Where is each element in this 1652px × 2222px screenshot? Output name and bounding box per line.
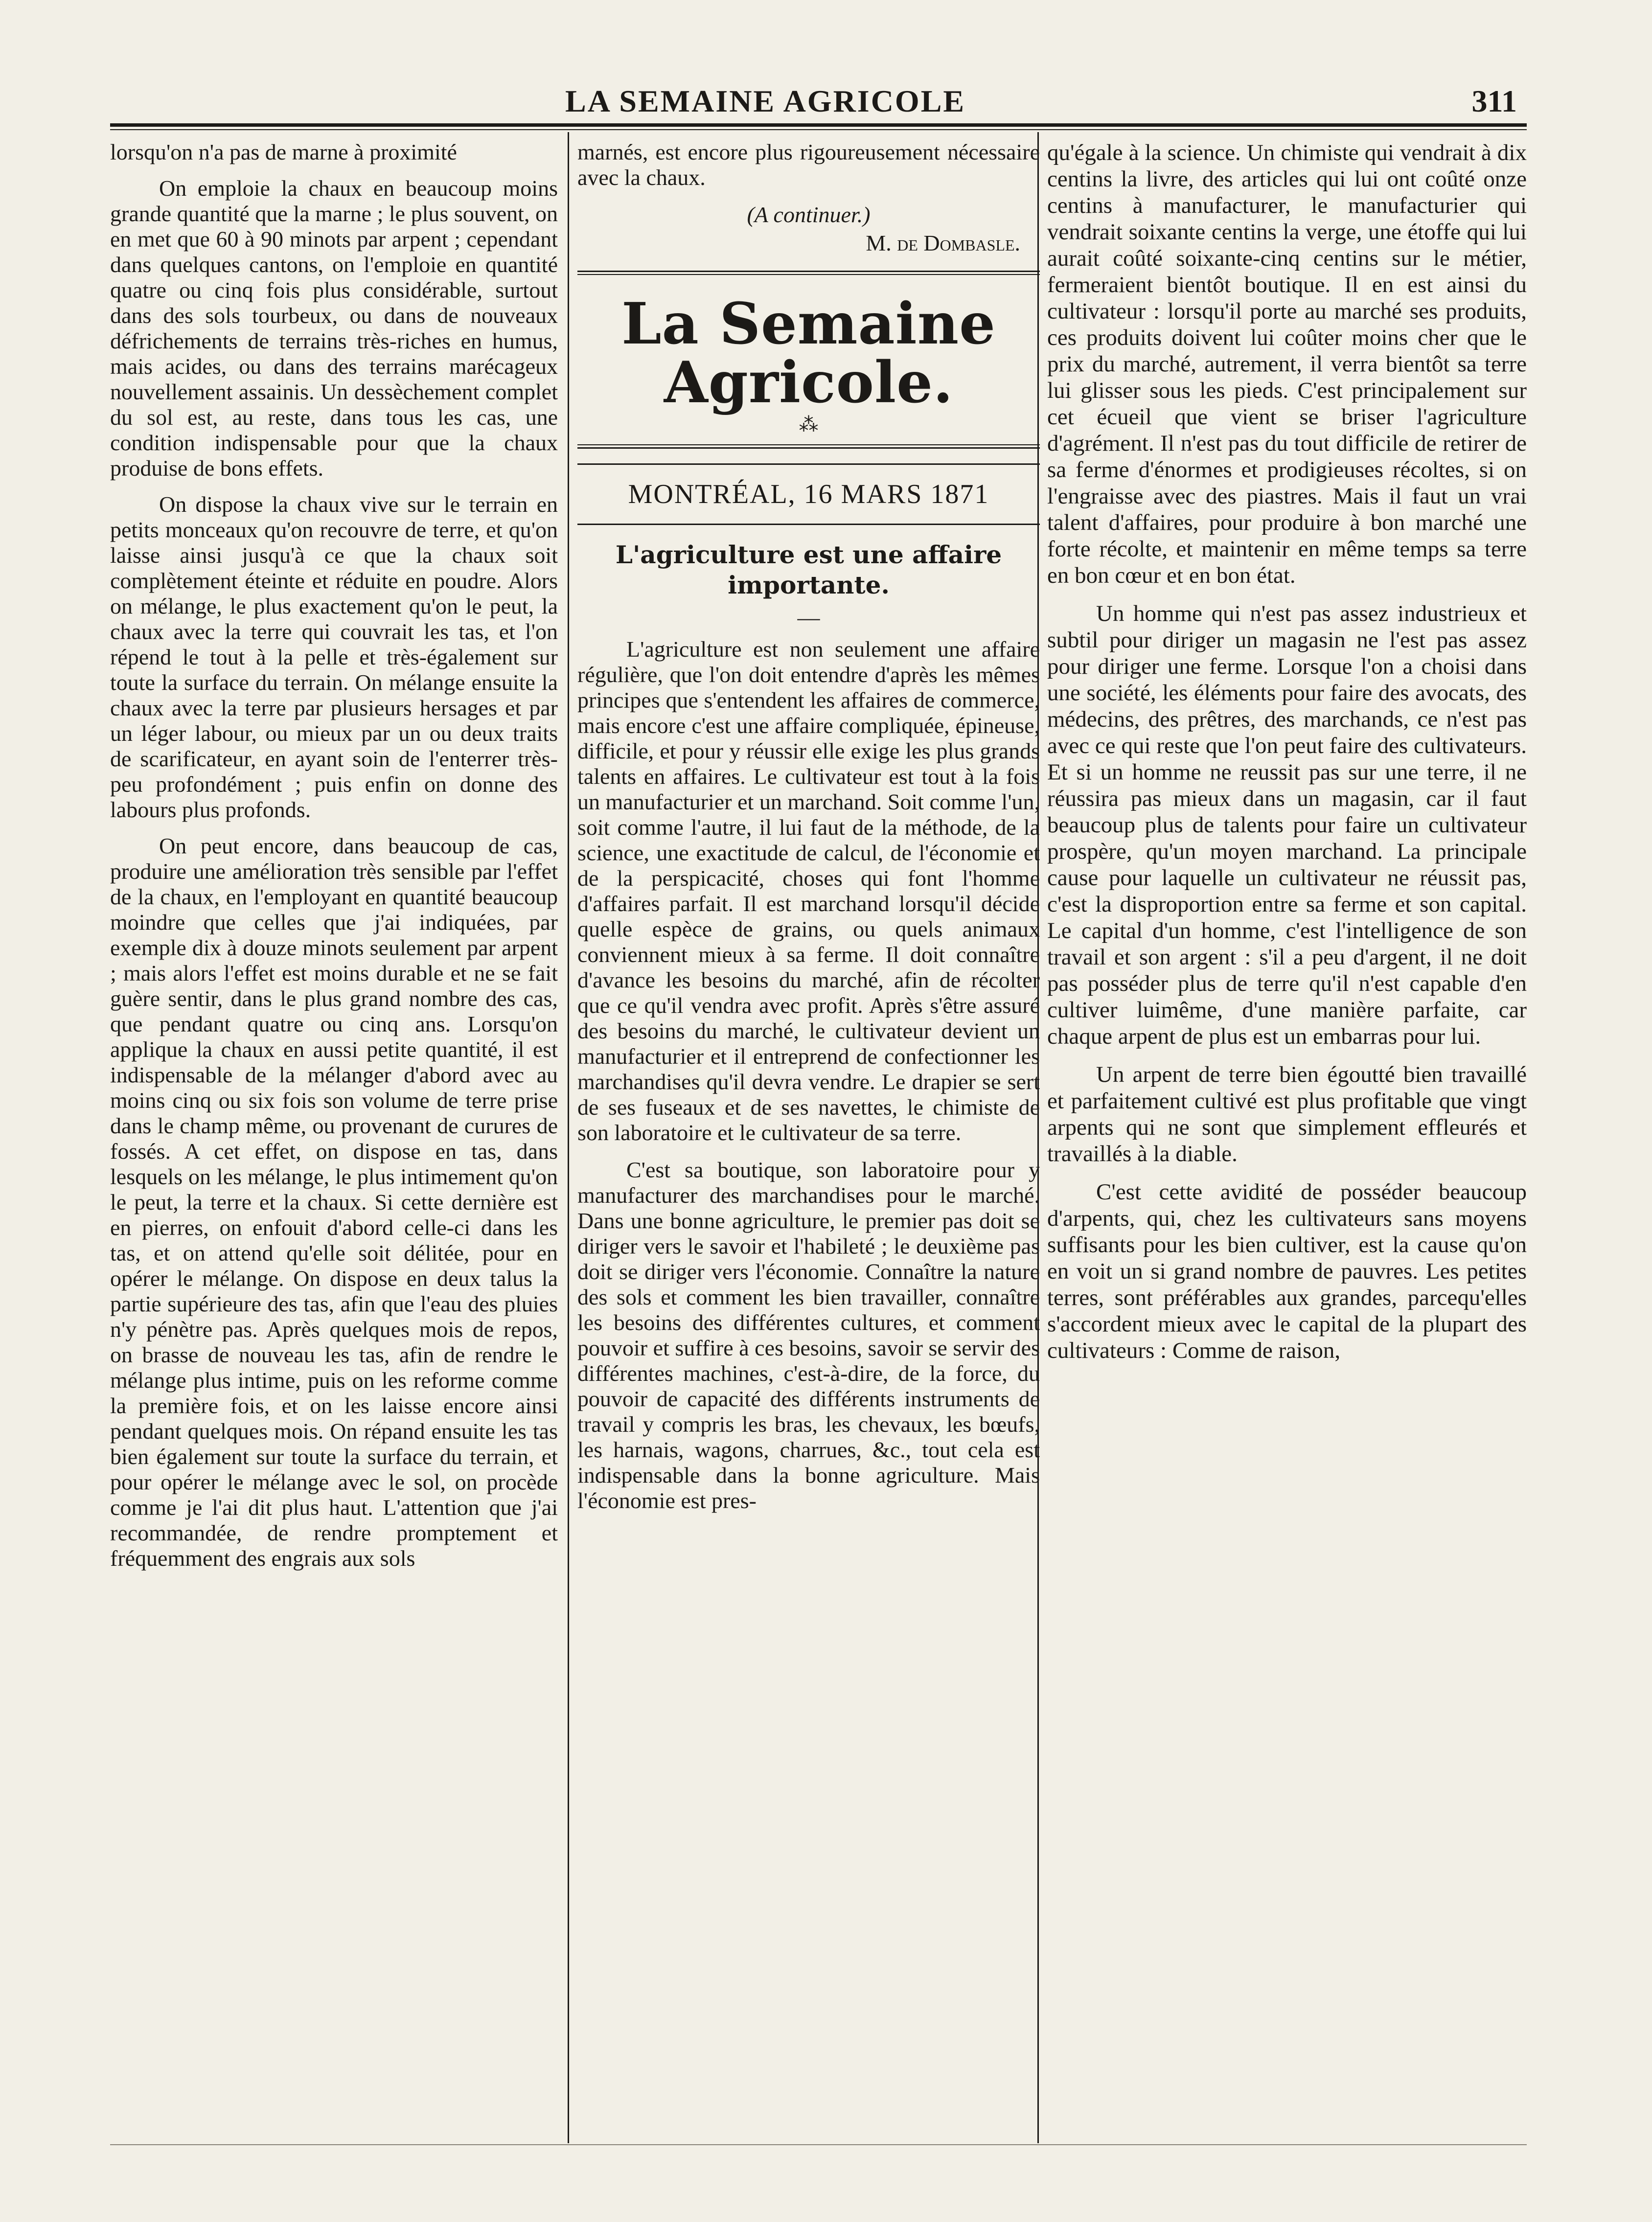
paragraph: C'est cette avidité de posséder beaucoup d'arpents, qui, chez les cultivateurs sans moyens suffisants pour les bien cultiver, est la cause qu'on en voit un si grand nombre de pauvres. Les petites terres, sont préférables aux grandes, parcequ'elles s'accordent mieux avec le capital de la plupart des cultivateurs : Comme de raison, bbox=[1047, 1179, 1527, 1363]
column-left bbox=[110, 139, 558, 1582]
header-rule-thin bbox=[110, 129, 1527, 130]
running-title: LA SEMAINE AGRICOLE bbox=[565, 84, 966, 118]
paragraph: Un homme qui n'est pas assez industrieux et subtil pour diriger un magasin ne l'est pas assez pour diriger une ferme. Lorsque l'on a choisi dans une société, les éléments pour faire des avocats, des médecins, des prêtres, des marchands, ce n'est pas avec ce qui reste que l'on peut faire des cultivateurs. Et si un homme ne reussit pas sur une terre, il ne réussira pas mieux dans un magasin, car il faut beaucoup plus de talents pour faire un cultivateur prospère, qu'un moyen marchand. La principale cause pour laquelle un cultivateur ne réussit pas, c'est la disproportion entre sa ferme et son capital. Le capital d'un homme, c'est l'intelligence de son travail et son argent : s'il a peu d'argent, il ne doit pas posséder plus de terre qu'il n'est capable d'en cultiver luimême, d'une manière parfaite, car chaque arpent de plus est un embarras pour lui. bbox=[1047, 601, 1527, 1049]
column-divider bbox=[568, 132, 569, 2143]
paragraph: C'est sa boutique, son laboratoire pour y manufacturer des marchandises pour le marché. Dans une bonne agriculture, le premier pas doit se diriger vers le savoir et l'habileté ; le deuxième pas doit se diriger vers l'économie. Connaître la nature des sols et comment les bien travailler, connaître les besoins des différentes cultures, et comment pouvoir et suffire à ces besoins, savoir se servir des différentes machines, c'est-à-dire, de la force, du pouvoir de capacité des différents instruments de travail y compris les bras, les chevaux, les bœufs, les harnais, wagons, charrues, &c., tout cela est indispensable dans la bonne agriculture. Mais l'économie est pres- bbox=[577, 1157, 1040, 1513]
header-rule bbox=[110, 123, 1527, 127]
paragraph: lorsqu'on n'a pas de marne à proximité bbox=[110, 139, 457, 164]
paragraph: On peut encore, dans beaucoup de cas, produire une amélioration très sensible par l'effet de la chaux, en l'employant en quantité beaucoup moindre que celles que j'ai indiquées, par exemple dix à douze minots seulement par arpent ; mais alors l'effet est moins durable et ne se fait guère sentir, dans le plus grand nombre des cas, que pendant quatre ou cinq ans. Lorsqu'on applique la chaux en aussi petite quantité, il est indispensable de la mélanger d'abord avec au moins cinq ou six fois son volume de terre prise dans le champ même, ou provenant de curures de fossés. A cet effet, on dispose en tas, dans lesquels on les mélange, le plus intimement qu'on le peut, la terre et la chaux. Si cette dernière est en pierres, on enfouit d'abord celle-ci dans les tas, et on attend qu'elle soit délitée, pour en opérer le mélange. On dispose en deux talus la partie supérieure des tas, afin que l'eau des pluies n'y pénètre pas. Après quelques mois de repos, on brasse de nouveau les tas, afin de rendre le mélange plus intime, puis on les reforme comme la première fois, et on les laisse encore ainsi pendant quelques mois. On répand ensuite les tas bien également sur toute la surface du terrain, et pour opérer le mélange avec le sol, on procède comme je l'ai dit plus haut. L'attention que j'ai recommandée, de rendre promptement et fréquemment des engrais aux sols bbox=[110, 833, 558, 1571]
paragraph: L'agriculture est non seulement une affaire régulière, que l'on doit entendre d'après les mêmes principes que s'entendent les affaires de commerce, mais encore c'est une affaire compliquée, épineuse, difficile, et pour y réussir elle exige les plus grands talents en affaires. Le cultivateur est tout à la fois un manufacturier et un marchand. Soit comme l'un, soit comme l'autre, il lui faut de la méthode, de la science, une exactitude de calcul, de l'économie et de la perspicacité, choses qui font l'homme d'affaires parfait. Il est marchand lorsqu'il décide quelle espèce de grains, ou quels animaux conviennent mieux à sa ferme. Il doit connaître d'avance les besoins du marché, afin de récolter que ce qu'il vendra avec profit. Après s'être assuré des besoins du marché, le cultivateur devient un manufacturier et il entreprend de confectionner les marchandises qu'il devra vendre. Le drapier se sert de ses fuseaux et de ses navettes, le chimiste de son laboratoire et le cultivateur de sa terre. bbox=[577, 637, 1040, 1145]
dateline: MONTRÉAL, 16 MARS 1871 bbox=[577, 463, 1040, 524]
author-signature: M. de Dombasle. bbox=[866, 230, 1020, 255]
dateline-rule bbox=[577, 524, 1040, 525]
bottom-rule bbox=[110, 2144, 1527, 2145]
paragraph: On dispose la chaux vive sur le terrain en petits monceaux qu'on recouvre de terre, et qu'on laisse ainsi jusqu'à ce que la chaux soit complètement éteinte et réduite en poudre. Alors on mélange, le plus exactement qu'on le peut, la chaux avec la terre qui couvrait les tas, et l'on répend le tout à la pelle et très-également sur toute la surface du terrain. On mélange ensuite la chaux avec la terre par plusieurs hersages et par un léger labour, ou mieux par un ou deux traits de scarificateur, en ayant soin de l'enterrer très-peu profondément ; puis enfin on donne des labours plus profonds. bbox=[110, 492, 558, 822]
paragraph: marnés, est encore plus rigoureusement nécessaire avec la chaux. bbox=[577, 139, 1040, 190]
masthead-title: La Semaine Agricole. bbox=[621, 291, 996, 416]
paragraph: qu'égale à la science. Un chimiste qui vendrait à dix centins la livre, des articles qui lui ont coûté onze centins à manufacturer, le manufacturier qui vendrait soixante centins la verge, une étoffe qui lui aurait coûté soixante-cinq centins sur le métier, fermeraient bientôt boutique. Il en est ainsi du cultivateur : lorsqu'il porte au marché ses produits, ces produits doivent lui coûter moins cher que le prix du marché, autrement, il verra bientôt sa terre lui glisser sous les pieds. C'est principalement sur cet écueil que vient se briser l'agriculture d'agrément. Il n'est pas du tout difficile de retirer de sa ferme d'énormes et prodigieuses récoltes, si on l'engraisse avec des piastres. Mais il faut un vrai talent d'affaires, pour produire à bon marché une forte récolte, et maintenir en même temps sa terre en bon cœur et en bon état. bbox=[1047, 140, 1527, 588]
page-header bbox=[110, 83, 1527, 122]
masthead-ornament: ⁂ bbox=[799, 413, 819, 435]
title-separator: — bbox=[797, 605, 820, 630]
masthead-inner bbox=[577, 274, 1040, 445]
article-title: L'agriculture est une affaire importante. bbox=[615, 540, 1002, 599]
paragraph: On emploie la chaux en beaucoup moins grande quantité que la marne ; le plus souvent, on en met que 60 à 90 minots par arpent ; cependant dans quelques cantons, on l'emploie en quantité quatre ou cinq fois plus considérable, surtout dans des sols tourbeux, ou dans de nouveaux défrichements de terrains très-riches en humus, mais acides, ou dans des terrains marécageux nouvellement assainis. Un dessèchement complet du sol est, au reste, dans tous les cas, une condition indispensable pour que la chaux produise de bons effets. bbox=[110, 176, 558, 481]
masthead-box bbox=[577, 271, 1040, 449]
paragraph: Un arpent de terre bien égoutté bien travaillé et parfaitement cultivé est plus profitable que vingt arpents qui ne sont que simplement effleurés et travaillés à la diable. bbox=[1047, 1062, 1527, 1167]
page-number: 311 bbox=[1471, 84, 1517, 118]
column-middle bbox=[577, 139, 1040, 1525]
column-right bbox=[1047, 139, 1527, 1375]
to-continue-note: (A continuer.) bbox=[747, 202, 871, 227]
